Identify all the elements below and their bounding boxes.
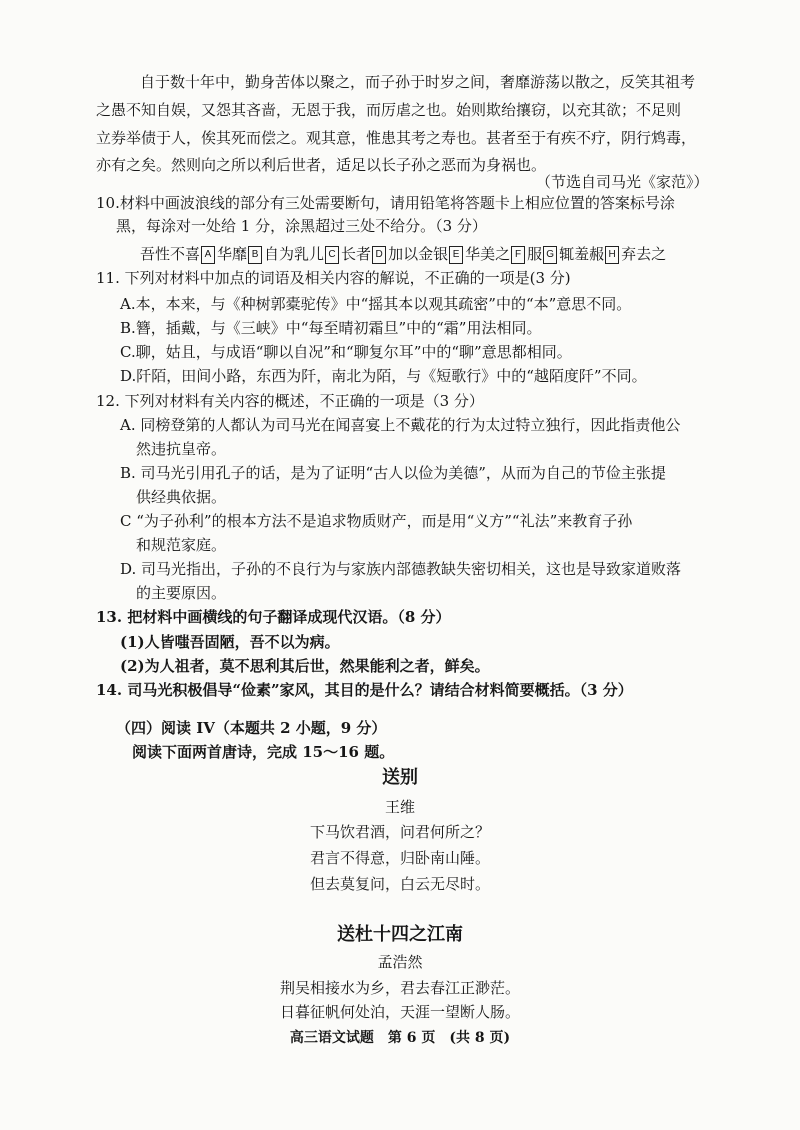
passage-line: 亦有之矣。然则向之所以利后世者，适足以长子孙之恶而为身祸也。 [96,156,547,174]
poem-author: 王维 [384,798,415,816]
break-marker-e[interactable]: E [449,246,463,264]
question-stem: 10.材料中画波浪线的部分有三处需要断句，请用铅笔将答题卡上相应位置的答案标号涂 [96,194,675,212]
option-b: B. 司马光引用孔子的话，是为了证明“古人以俭为美德”，从而为自己的节俭主张提 [120,464,666,482]
segment: 辄羞赧 [559,245,605,263]
break-marker-d[interactable]: D [372,246,386,264]
segment: 自为乳儿 [264,245,325,263]
sentence-break-options [140,244,666,264]
option-d-continued: 的主要原因。 [136,584,227,602]
segment: 服 [527,245,543,263]
option-c: C.聊，姑且，与成语“聊以自况”和“聊复尔耳”中的“聊”意思都相同。 [120,343,572,361]
segment: 加以金银 [388,245,449,263]
question-stem: 11. 下列对材料中加点的词语及相关内容的解说，不正确的一项是(3 分) [96,269,571,287]
question-stem: 14. 司马光积极倡导“俭素”家风，其目的是什么？请结合材料简要概括。（3 分） [96,681,633,699]
poem-title: 送杜十四之江南 [337,924,463,945]
segment: 华美之 [465,245,511,263]
option-d: D.阡陌，田间小路，东西为阡，南北为陌，与《短歌行》中的“越陌度阡”不同。 [120,367,647,385]
question-stem: 黑，每涂对一处给 1 分，涂黑超过三处不给分。（3 分） [116,217,487,235]
poem-author: 孟浩然 [377,953,423,971]
segment: 长者 [341,245,372,263]
option-c-continued: 和规范家庭。 [136,536,227,554]
segment: 弃去之 [621,245,667,263]
option-a: A.本，本来，与《种树郭橐驼传》中“摇其本以观其疏密”中的“本”意思不同。 [120,295,632,313]
break-marker-h[interactable]: H [605,246,619,264]
passage-line: 自于数十年中，勤身苦体以聚之，而子孙于时岁之间，奢靡游荡以散之，反笑其祖考 [140,73,696,91]
segment: 吾性不喜 [140,245,201,263]
poem-line: 君言不得意，归卧南山陲。 [309,849,490,867]
option-a: A. 同榜登第的人都认为司马光在闻喜宴上不戴花的行为太过特立独行，因此指责他公 [120,416,681,434]
passage-line: 之愚不知自娱，又怨其吝啬，无恩于我，而厉虐之也。始则欺绐攘窃，以充其欲；不足则 [96,101,682,119]
break-marker-b[interactable]: B [248,246,262,264]
section-header: （四）阅读 IV（本题共 2 小题，9 分） [116,719,387,737]
break-marker-g[interactable]: G [543,246,557,264]
option-d: D. 司马光指出，子孙的不良行为与家族内部德教缺失密切相关，这也是导致家道败落 [120,560,682,578]
option-c: C “为子孙利”的根本方法不是追求物质财产，而是用“义方”“礼法”来教育子孙 [120,512,633,530]
option-b-continued: 供经典依据。 [136,488,227,506]
question-stem: 13. 把材料中画横线的句子翻译成现代汉语。（8 分） [96,608,451,626]
break-marker-a[interactable]: A [201,246,215,264]
poem-title: 送别 [382,767,418,788]
break-marker-f[interactable]: F [511,246,525,264]
page-footer: 高三语文试题 第 6 页 (共 8 页) [289,1030,511,1046]
passage-line: 立券举债于人，俟其死而偿之。观其意，惟患其考之寿也。甚者至于有疾不疗，阴行鸩毒， [96,129,697,147]
break-marker-c[interactable]: C [325,246,339,264]
translation-item-2: (2)为人祖者，莫不思利其后世，然果能利之者，鲜矣。 [120,657,490,675]
option-b: B.簪，插戴，与《三峡》中“每至晴初霜旦”中的“霜”用法相同。 [120,319,542,337]
poem-line: 下马饮君酒，问君何所之？ [309,823,490,841]
option-a-continued: 然违抗皇帝。 [136,440,227,458]
passage-source: （节选自司马光《家范》） [536,173,709,191]
poem-line: 但去莫复问，白云无尽时。 [309,875,490,893]
poem-line: 荆吴相接水为乡，君去春江正渺茫。 [279,979,520,997]
section-instruction: 阅读下面两首唐诗，完成 15～16 题。 [132,743,395,761]
poem-line: 日暮征帆何处泊，天涯一望断人肠。 [279,1003,520,1021]
translation-item-1: (1)人皆嗤吾固陋，吾不以为病。 [120,633,340,651]
question-stem: 12. 下列对材料有关内容的概述，不正确的一项是（3 分） [96,392,484,410]
segment: 华靡 [217,245,248,263]
